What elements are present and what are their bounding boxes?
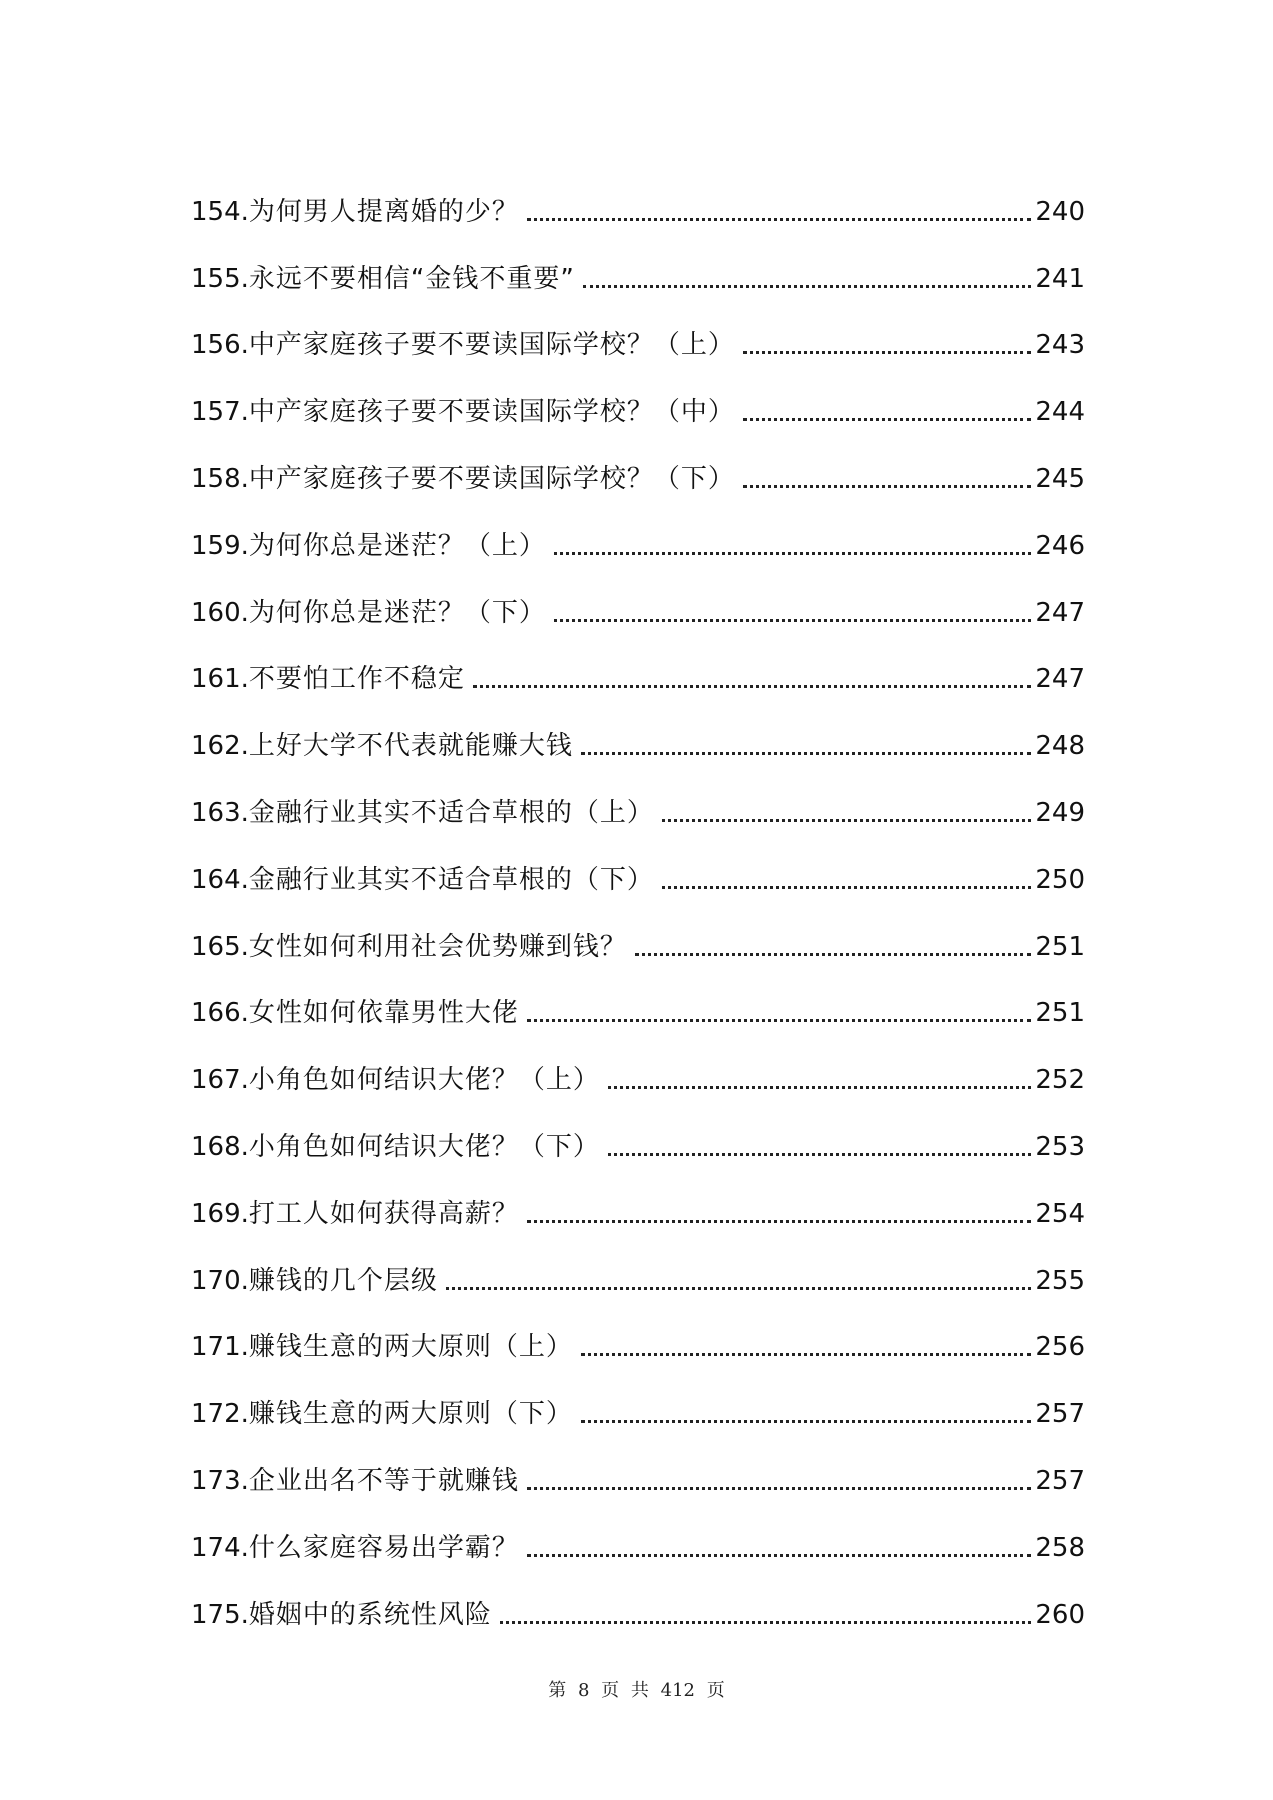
dot-leader [635, 953, 1031, 956]
toc-entry[interactable] [191, 502, 1085, 569]
entry-title: 小角色如何结识大佬？（下） [248, 1131, 600, 1162]
entry-page-number: 252 [1035, 1065, 1085, 1096]
entry-number: 173. [191, 1465, 249, 1496]
dot-leader [527, 218, 1031, 221]
entry-title: 中产家庭孩子要不要读国际学校？（下） [248, 463, 735, 494]
entry-title: 中产家庭孩子要不要读国际学校？（中） [248, 397, 735, 428]
dot-leader [527, 1554, 1031, 1557]
entry-number: 174. [191, 1532, 249, 1563]
entry-number: 163. [191, 797, 249, 828]
entry-page-number: 254 [1035, 1198, 1085, 1229]
entry-page-number: 253 [1035, 1131, 1085, 1162]
entry-number: 162. [191, 731, 249, 762]
toc-entry[interactable] [191, 235, 1085, 302]
toc-entry[interactable] [191, 1304, 1085, 1371]
toc-entry[interactable] [191, 1504, 1085, 1571]
entry-number: 159. [191, 530, 249, 561]
entry-page-number: 257 [1035, 1465, 1085, 1496]
entry-title: 上好大学不代表就能赚大钱 [248, 731, 573, 762]
entry-number: 168. [191, 1131, 249, 1162]
dot-leader [662, 819, 1031, 822]
toc-entry[interactable] [191, 903, 1085, 970]
entry-title: 金融行业其实不适合草根的（上） [248, 797, 654, 828]
entry-number: 154. [191, 196, 249, 227]
dot-leader [554, 619, 1031, 622]
entry-number: 161. [191, 664, 249, 695]
entry-title: 赚钱生意的两大原则（下） [248, 1399, 573, 1430]
toc-entry[interactable] [191, 769, 1085, 836]
toc-entry[interactable] [191, 569, 1085, 636]
dot-leader [527, 1220, 1031, 1223]
entry-page-number: 250 [1035, 864, 1085, 895]
toc-entry[interactable] [191, 1170, 1085, 1237]
entry-number: 171. [191, 1332, 249, 1363]
entry-title: 金融行业其实不适合草根的（下） [248, 864, 654, 895]
toc-entry[interactable] [191, 1237, 1085, 1304]
toc-entry[interactable] [191, 1571, 1085, 1638]
entry-number: 165. [191, 931, 249, 962]
toc-entry[interactable] [191, 702, 1085, 769]
entry-page-number: 240 [1035, 196, 1085, 227]
dot-leader [743, 485, 1031, 488]
dot-leader [500, 1621, 1031, 1624]
entry-title: 赚钱的几个层级 [248, 1265, 438, 1296]
entry-title: 婚姻中的系统性风险 [248, 1599, 492, 1630]
entry-page-number: 248 [1035, 731, 1085, 762]
toc-entry[interactable] [191, 168, 1085, 235]
table-of-contents [191, 168, 1085, 1638]
entry-number: 166. [191, 998, 249, 1029]
entry-page-number: 251 [1035, 998, 1085, 1029]
dot-leader [527, 1019, 1031, 1022]
dot-leader [583, 285, 1032, 288]
entry-title: 女性如何利用社会优势赚到钱？ [248, 931, 627, 962]
entry-number: 172. [191, 1399, 249, 1430]
entry-number: 158. [191, 463, 249, 494]
entry-page-number: 245 [1035, 463, 1085, 494]
toc-entry[interactable] [191, 368, 1085, 435]
entry-page-number: 255 [1035, 1265, 1085, 1296]
toc-entry[interactable] [191, 435, 1085, 502]
toc-entry[interactable] [191, 302, 1085, 369]
entry-number: 164. [191, 864, 249, 895]
entry-title: 为何男人提离婚的少？ [248, 196, 519, 227]
entry-page-number: 258 [1035, 1532, 1085, 1563]
entry-number: 175. [191, 1599, 249, 1630]
entry-title: 不要怕工作不稳定 [248, 664, 465, 695]
toc-entry[interactable] [191, 836, 1085, 903]
entry-title: 中产家庭孩子要不要读国际学校？（上） [248, 330, 735, 361]
entry-title: 永远不要相信“金钱不重要” [248, 263, 575, 294]
entry-page-number: 257 [1035, 1399, 1085, 1430]
entry-page-number: 251 [1035, 931, 1085, 962]
dot-leader [743, 418, 1031, 421]
page-footer: 第 8 页 共 412 页 [548, 1680, 725, 1701]
entry-title: 什么家庭容易出学霸？ [248, 1532, 519, 1563]
dot-leader [662, 886, 1031, 889]
toc-entry[interactable] [191, 970, 1085, 1037]
toc-entry[interactable] [191, 1036, 1085, 1103]
toc-entry[interactable] [191, 1103, 1085, 1170]
toc-entry[interactable] [191, 636, 1085, 703]
entry-title: 女性如何依靠男性大佬 [248, 998, 519, 1029]
dot-leader [608, 1086, 1031, 1089]
dot-leader [581, 1353, 1031, 1356]
entry-page-number: 247 [1035, 597, 1085, 628]
entry-title: 赚钱生意的两大原则（上） [248, 1332, 573, 1363]
dot-leader [527, 1487, 1031, 1490]
entry-number: 155. [191, 263, 249, 294]
entry-number: 169. [191, 1198, 249, 1229]
entry-page-number: 256 [1035, 1332, 1085, 1363]
entry-number: 167. [191, 1065, 249, 1096]
dot-leader [581, 752, 1031, 755]
toc-entry[interactable] [191, 1437, 1085, 1504]
entry-title: 为何你总是迷茫？（上） [248, 530, 546, 561]
entry-title: 打工人如何获得高薪？ [248, 1198, 519, 1229]
dot-leader [473, 685, 1031, 688]
entry-title: 小角色如何结识大佬？（上） [248, 1065, 600, 1096]
entry-page-number: 260 [1035, 1599, 1085, 1630]
dot-leader [743, 351, 1031, 354]
entry-number: 157. [191, 397, 249, 428]
dot-leader [554, 552, 1031, 555]
entry-title: 企业出名不等于就赚钱 [248, 1465, 519, 1496]
entry-number: 160. [191, 597, 249, 628]
dot-leader [581, 1420, 1031, 1423]
entry-number: 170. [191, 1265, 249, 1296]
entry-page-number: 246 [1035, 530, 1085, 561]
dot-leader [446, 1287, 1031, 1290]
entry-page-number: 244 [1035, 397, 1085, 428]
dot-leader [608, 1153, 1031, 1156]
entry-number: 156. [191, 330, 249, 361]
entry-page-number: 243 [1035, 330, 1085, 361]
entry-page-number: 249 [1035, 797, 1085, 828]
entry-page-number: 247 [1035, 664, 1085, 695]
toc-entry[interactable] [191, 1370, 1085, 1437]
entry-page-number: 241 [1035, 263, 1085, 294]
entry-title: 为何你总是迷茫？（下） [248, 597, 546, 628]
